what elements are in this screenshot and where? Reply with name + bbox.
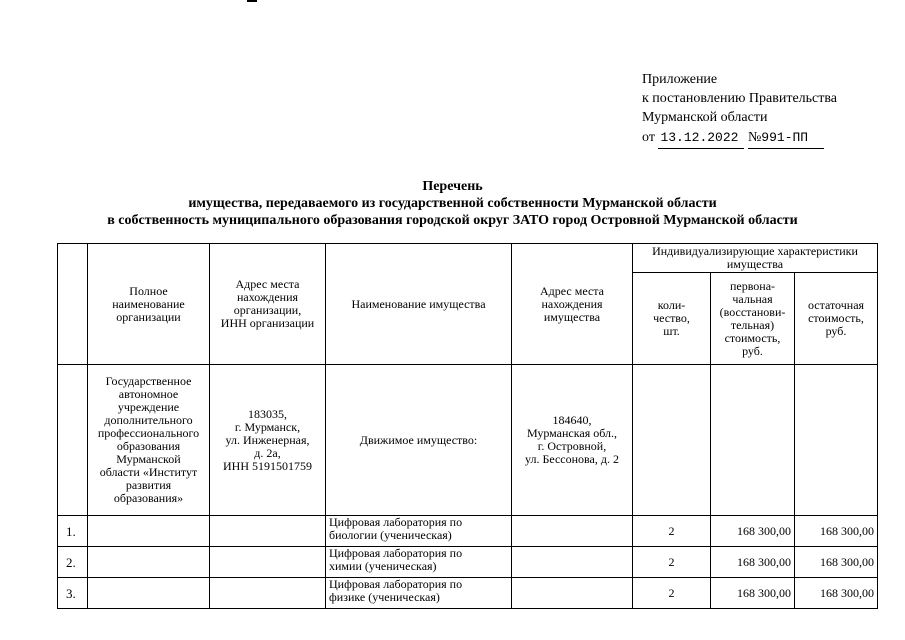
scan-mark (247, 0, 257, 2)
row-initial-cost: 168 300,00 (711, 578, 795, 609)
header-initial-cost: первона- чальная (восстанови- тельная) стоимость, руб. (711, 273, 795, 365)
header-org-name: Полное наименование организации (88, 244, 210, 365)
org-row (58, 365, 878, 516)
decree-from-label: от (642, 130, 655, 145)
property-table (57, 243, 878, 609)
row-asset-address (512, 516, 633, 547)
decree-line (642, 128, 892, 149)
org-row-initial (711, 365, 795, 516)
decree-number-sign: № (747, 130, 762, 145)
table-row (58, 516, 878, 547)
row-quantity: 2 (633, 516, 711, 547)
decree-number: 991-ПП (761, 130, 809, 145)
row-residual-cost: 168 300,00 (795, 516, 878, 547)
row-quantity: 2 (633, 547, 711, 578)
org-name-cell: Государственное автономное учреждение дополнительного профессионального образования Мурманской области «Институт развития образования» (88, 365, 210, 516)
header-quantity: коли- чество, шт. (633, 273, 711, 365)
header-number (58, 244, 88, 365)
appendix-decree-ref: к постановлению Правительства (642, 91, 838, 106)
row-asset-name: Цифровая лаборатория по химии (ученическая) (326, 547, 512, 578)
row-number: 3. (58, 578, 88, 609)
appendix-label: Приложение (642, 72, 718, 87)
header-asset-address: Адрес места нахождения имущества (512, 244, 633, 365)
row-number: 1. (58, 516, 88, 547)
row-initial-cost: 168 300,00 (711, 547, 795, 578)
row-org-address (210, 516, 326, 547)
row-residual-cost: 168 300,00 (795, 547, 878, 578)
org-row-residual (795, 365, 878, 516)
row-residual-cost: 168 300,00 (795, 578, 878, 609)
asset-category-cell: Движимое имущество: (326, 365, 512, 516)
title-line-2: имущества, передаваемого из государственной собственности Мурманской области (188, 196, 717, 211)
table-row (58, 547, 878, 578)
decree-date: 13.12.2022 (658, 128, 744, 149)
appendix-region: Мурманской области (642, 110, 768, 125)
org-row-qty (633, 365, 711, 516)
row-asset-address (512, 578, 633, 609)
row-number: 2. (58, 547, 88, 578)
row-org-name (88, 578, 210, 609)
appendix-block (642, 70, 892, 149)
org-row-number (58, 365, 88, 516)
header-asset-name: Наименование имущества (326, 244, 512, 365)
title-line-3: в собственность муниципального образования городской округ ЗАТО город Островной Мурманской области (107, 213, 798, 228)
row-org-name (88, 516, 210, 547)
row-asset-address (512, 547, 633, 578)
title-line-1: Перечень (422, 179, 483, 194)
row-asset-name: Цифровая лаборатория по биологии (ученическая) (326, 516, 512, 547)
header-row-1 (58, 244, 878, 273)
row-org-name (88, 547, 210, 578)
header-characteristics: Индивидуализирующие характеристики имущества (633, 244, 878, 273)
asset-address-cell: 184640, Мурманская обл., г. Островной, ул. Бессонова, д. 2 (512, 365, 633, 516)
row-initial-cost: 168 300,00 (711, 516, 795, 547)
row-quantity: 2 (633, 578, 711, 609)
org-address-cell: 183035, г. Мурманск, ул. Инженерная, д. 2а, ИНН 5191501759 (210, 365, 326, 516)
table-row (58, 578, 878, 609)
header-org-address: Адрес места нахождения организации, ИНН организации (210, 244, 326, 365)
document-title (0, 178, 905, 229)
row-org-address (210, 578, 326, 609)
row-org-address (210, 547, 326, 578)
header-residual-cost: остаточная стоимость, руб. (795, 273, 878, 365)
row-asset-name: Цифровая лаборатория по физике (ученическая) (326, 578, 512, 609)
